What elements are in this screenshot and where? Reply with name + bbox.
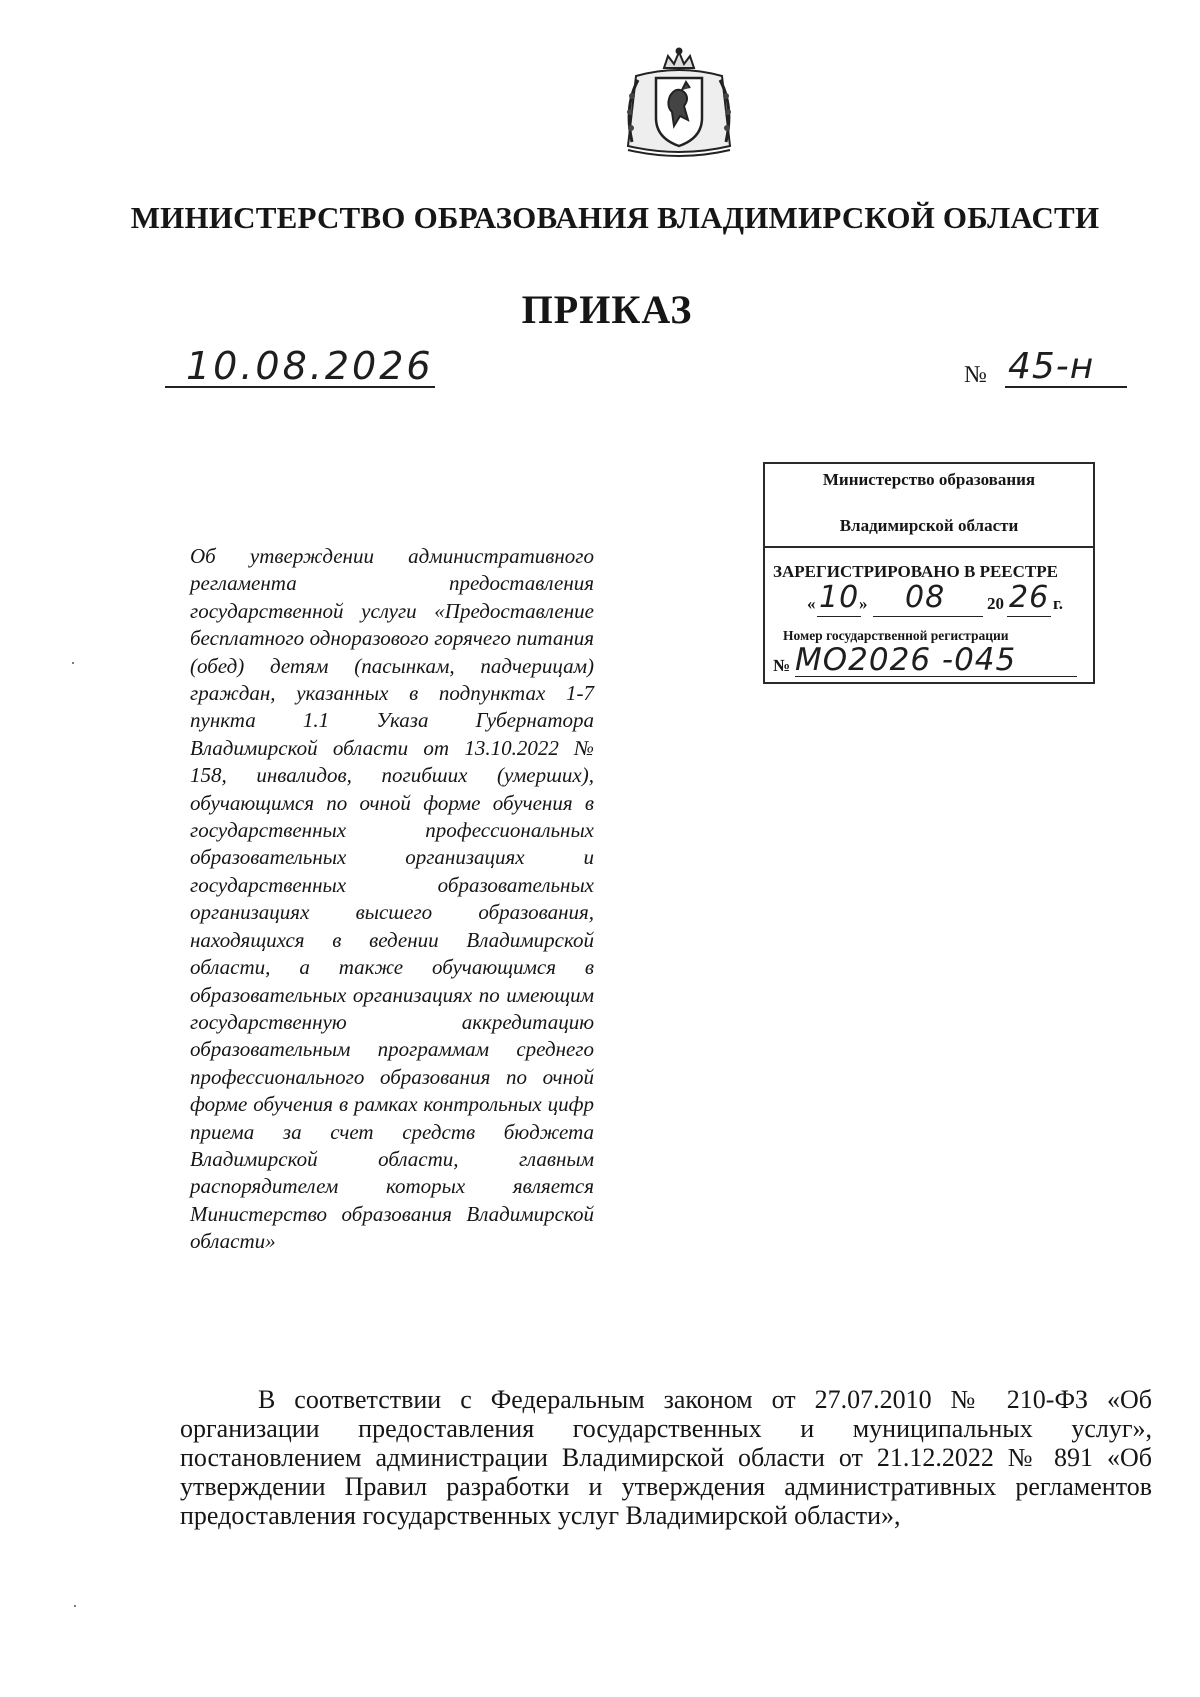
registration-stamp <box>763 462 1095 684</box>
order-subject: Об утверждении административного регламента предоставления государственной услуги «Предоставление бесплатного одноразового горячего питания (обед) детям (пасынкам, падчерицам) граждан, указанных в подпунктах 1-7 пункта 1.1 Указа Губернатора Владимирской области от 13.10.2022 № 158, инвалидов, погибших (умерших), обучающимся по очной форме обучения в государственных профессиональных образовательных организациях и государственных образовательных организациях высшего образования, находящихся в ведении Владимирской области, а также обучающимся в образовательных организациях по имеющим государственную аккредитацию образовательным программам среднего профессионального образования по очной форме обучения в рамках контрольных цифр приема за счет средств бюджета Владимирской области, главным распорядителем которых является Министерство образования Владимирской области» <box>190 544 594 1254</box>
scan-speck <box>74 1605 76 1607</box>
stamp-registered-text: ЗАРЕГИСТРИРОВАНО В РЕЕСТРЕ <box>773 562 1058 581</box>
stamp-date-line <box>777 580 1087 620</box>
stamp-year-unit: г. <box>1053 594 1064 613</box>
order-number-handwritten: 45-н <box>1008 346 1095 387</box>
order-body-paragraph <box>180 1385 1152 1530</box>
stamp-divider <box>765 546 1093 548</box>
order-date-handwritten: 10.08.2026 <box>186 344 434 388</box>
stamp-reg-number-handwritten: МО2026 -045 <box>795 642 1017 678</box>
stamp-quote-open: « <box>807 594 816 613</box>
stamp-org-line2: Владимирской области <box>839 516 1019 535</box>
stamp-reg-number-line <box>773 642 1083 678</box>
scan-speck <box>72 662 74 664</box>
stamp-reg-number-label: № <box>773 656 791 675</box>
order-number-label: № <box>964 362 987 388</box>
stamp-day-handwritten: 10 <box>819 580 860 615</box>
stamp-org-line1: Министерство образования <box>822 470 1036 489</box>
coat-of-arms-emblem <box>618 46 740 158</box>
ministry-title: МИНИСТЕРСТВО ОБРАЗОВАНИЯ ВЛАДИМИРСКОЙ ОБЛАСТИ <box>130 200 1100 235</box>
document-type-title: ПРИКАЗ <box>521 287 693 332</box>
stamp-year-handwritten: 26 <box>1009 580 1050 615</box>
stamp-year-prefix: 20 <box>987 594 1004 613</box>
stamp-month-handwritten: 08 <box>905 580 946 615</box>
stamp-quote-close: » <box>859 594 868 613</box>
order-body-text: В соответствии с Федеральным законом от 27.07.2010 № 210-ФЗ «Об организации предоставления государственных и муниципальных услуг», постановлением администрации Владимирской области от 21.12.2022 № 891 «Об утверждении Правил разработки и утверждения административных регламентов предоставления государственных услуг Владимирской области», <box>180 1385 1152 1530</box>
stamp-reg-number-title: Номер государственной регистрации <box>783 628 1009 643</box>
